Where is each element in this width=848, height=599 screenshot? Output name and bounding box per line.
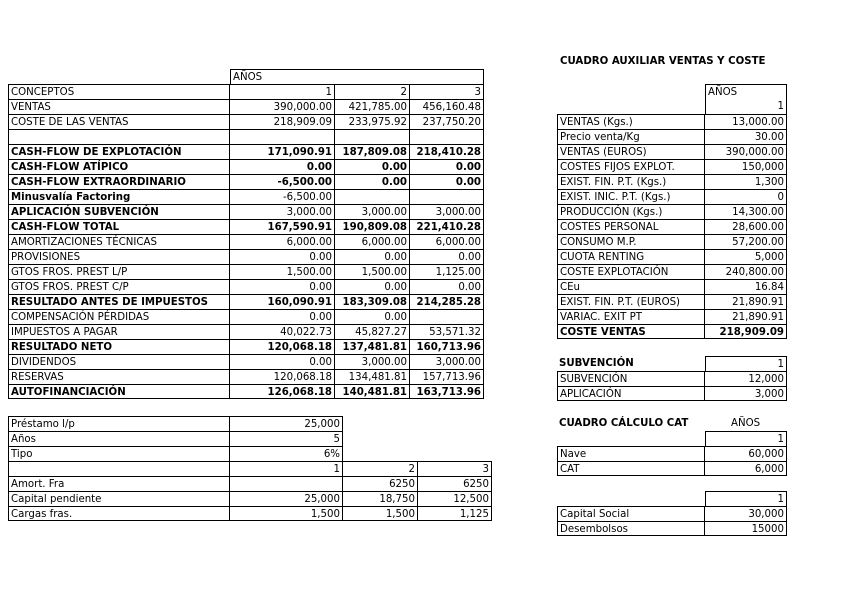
table-row [8, 279, 484, 294]
row-value: 183,309.08 [335, 294, 410, 309]
aux-row [557, 204, 787, 219]
row-value: 3,000.00 [410, 354, 484, 369]
aux-value: 1,300 [705, 174, 787, 189]
row-label: CASH-FLOW ATÍPICO [8, 159, 230, 174]
aux-row [557, 189, 787, 204]
loan-value [230, 476, 343, 491]
row-label: CASH-FLOW EXTRAORDINARIO [8, 174, 230, 189]
row-label: APLICACIÓN SUBVENCIÓN [8, 204, 230, 219]
loan-value: 12,500 [418, 491, 492, 506]
row-value [335, 129, 410, 144]
subv-value: 3,000 [705, 386, 787, 401]
cat-year1: 1 [705, 431, 787, 446]
row-value: 3,000.00 [335, 204, 410, 219]
row-label: RESULTADO ANTES DE IMPUESTOS [8, 294, 230, 309]
loan-row [8, 416, 492, 431]
table-row [8, 339, 484, 354]
subv-label: APLICACIÓN [557, 386, 705, 401]
table-row [8, 174, 484, 189]
cat-row [557, 461, 787, 476]
aux-row [557, 219, 787, 234]
aux-value: 28,600.00 [705, 219, 787, 234]
aux-value: 13,000.00 [705, 114, 787, 129]
row-value: 6,000.00 [335, 234, 410, 249]
capital-table [557, 491, 787, 537]
row-value: 137,481.81 [335, 339, 410, 354]
table-row [8, 99, 484, 114]
row-value: 134,481.81 [335, 369, 410, 384]
subv-row [557, 386, 787, 401]
loan-value: 5 [230, 431, 343, 446]
row-value: 157,713.96 [410, 369, 484, 384]
aux-label: EXIST. FIN. P.T. (Kgs.) [557, 174, 705, 189]
loan-label [8, 461, 230, 476]
row-value [410, 129, 484, 144]
table-row [8, 114, 484, 129]
loan-value: 1 [230, 461, 343, 476]
cat-year1-row [557, 431, 787, 446]
row-value: 120,068.18 [230, 369, 335, 384]
loan-value: 6250 [418, 476, 492, 491]
table-row [8, 384, 484, 399]
aux-label: CONSUMO M.P. [557, 234, 705, 249]
capital-value: 30,000 [705, 506, 787, 521]
loan-value: 1,500 [230, 506, 343, 521]
row-value: 421,785.00 [335, 99, 410, 114]
loan-label: Cargas fras. [8, 506, 230, 521]
loan-row [8, 491, 492, 506]
table-row [8, 129, 484, 144]
table-row [8, 294, 484, 309]
row-label: COMPENSACIÓN PÉRDIDAS [8, 309, 230, 324]
aux-years-row [557, 84, 787, 99]
table-row [8, 264, 484, 279]
loan-value [343, 416, 418, 431]
capital-value: 15000 [705, 521, 787, 536]
row-label: AUTOFINANCIACIÓN [8, 384, 230, 399]
aux-value: 150,000 [705, 159, 787, 174]
subv-row [557, 371, 787, 386]
aux-row [557, 294, 787, 309]
row-label: COSTE DE LAS VENTAS [8, 114, 230, 129]
table-row [8, 204, 484, 219]
loan-row [8, 506, 492, 521]
row-label: RESERVAS [8, 369, 230, 384]
row-label: GTOS FROS. PREST L/P [8, 264, 230, 279]
row-label: CASH-FLOW TOTAL [8, 219, 230, 234]
row-value: 0.00 [230, 249, 335, 264]
aux-value: 21,890.91 [705, 309, 787, 324]
loan-value [418, 416, 492, 431]
row-label: RESULTADO NETO [8, 339, 230, 354]
row-value: 0.00 [335, 174, 410, 189]
aux-label: CEu [557, 279, 705, 294]
aux-value: 16.84 [705, 279, 787, 294]
aux-label: CUOTA RENTING [557, 249, 705, 264]
row-value: 160,090.91 [230, 294, 335, 309]
row-value: 237,750.20 [410, 114, 484, 129]
row-value [410, 309, 484, 324]
row-value: 45,827.27 [335, 324, 410, 339]
row-label: CASH-FLOW DE EXPLOTACIÓN [8, 144, 230, 159]
aux-value: 390,000.00 [705, 144, 787, 159]
row-value [335, 189, 410, 204]
aux-sales-cost-table [557, 84, 787, 342]
row-value: 171,090.91 [230, 144, 335, 159]
aux-row [557, 234, 787, 249]
row-label: CONCEPTOS [8, 84, 230, 99]
aux-value: 0 [705, 189, 787, 204]
aux-year1: 1 [705, 99, 787, 114]
row-label: IMPUESTOS A PAGAR [8, 324, 230, 339]
row-value: 3,000.00 [410, 204, 484, 219]
table-row [8, 144, 484, 159]
aux-value: 30.00 [705, 129, 787, 144]
aux-label: PRODUCCIÓN (Kgs.) [557, 204, 705, 219]
row-value: 163,713.96 [410, 384, 484, 399]
aux-label: VENTAS (Kgs.) [557, 114, 705, 129]
loan-value: 6% [230, 446, 343, 461]
aux-label: VARIAC. EXIT PT [557, 309, 705, 324]
aux-value: 5,000 [705, 249, 787, 264]
row-value: 0.00 [230, 279, 335, 294]
aux-year1-row [557, 99, 787, 114]
loan-row [8, 446, 492, 461]
row-value: 140,481.81 [335, 384, 410, 399]
aux-value: 14,300.00 [705, 204, 787, 219]
aux-label: EXIST. FIN. P.T. (EUROS) [557, 294, 705, 309]
loan-value [418, 446, 492, 461]
row-value: 3,000.00 [335, 354, 410, 369]
cat-header-row [557, 416, 787, 431]
aux-row [557, 324, 787, 339]
row-label: PROVISIONES [8, 249, 230, 264]
table-row [8, 84, 484, 99]
aux-value: 21,890.91 [705, 294, 787, 309]
row-value: 233,975.92 [335, 114, 410, 129]
row-label [8, 129, 230, 144]
row-value: 0.00 [335, 159, 410, 174]
aux-row [557, 174, 787, 189]
table-row [8, 324, 484, 339]
capital-year1: 1 [705, 491, 787, 506]
loan-label: Amort. Fra [8, 476, 230, 491]
table-row [8, 354, 484, 369]
row-value: 214,285.28 [410, 294, 484, 309]
row-value: 1 [230, 84, 335, 99]
cat-label: Nave [557, 446, 705, 461]
row-value: -6,500.00 [230, 174, 335, 189]
row-value: 6,000.00 [410, 234, 484, 249]
aux-row [557, 279, 787, 294]
loan-row [8, 461, 492, 476]
subvencion-table [557, 356, 787, 402]
loan-value: 3 [418, 461, 492, 476]
row-value: 187,809.08 [335, 144, 410, 159]
row-value [230, 129, 335, 144]
row-label: VENTAS [8, 99, 230, 114]
row-value: 0.00 [410, 159, 484, 174]
loan-value: 1,500 [343, 506, 418, 521]
row-value: 0.00 [230, 309, 335, 324]
loan-value [418, 431, 492, 446]
aux-row [557, 159, 787, 174]
aux-label: COSTE VENTAS [557, 324, 705, 339]
aux-label: COSTES FIJOS EXPLOT. [557, 159, 705, 174]
table-row [8, 249, 484, 264]
subv-year1: 1 [705, 356, 787, 371]
row-value [410, 189, 484, 204]
subv-title: SUBVENCIÓN [559, 358, 634, 369]
loan-value [343, 431, 418, 446]
loan-row [8, 476, 492, 491]
row-value: 456,160.48 [410, 99, 484, 114]
years-header: AÑOS [230, 69, 484, 84]
row-value: 221,410.28 [410, 219, 484, 234]
aux-value: 240,800.00 [705, 264, 787, 279]
row-label: AMORTIZACIONES TÉCNICAS [8, 234, 230, 249]
loan-table [8, 416, 489, 522]
subv-label: SUBVENCIÓN [557, 371, 705, 386]
row-value: 390,000.00 [230, 99, 335, 114]
table-row [8, 159, 484, 174]
row-value: 3 [410, 84, 484, 99]
aux-row [557, 144, 787, 159]
cat-table [557, 416, 787, 477]
aux-row [557, 249, 787, 264]
row-value: 160,713.96 [410, 339, 484, 354]
row-label: Minusvalía Factoring [8, 189, 230, 204]
loan-label: Préstamo l/p [8, 416, 230, 431]
row-value: 3,000.00 [230, 204, 335, 219]
loan-value: 18,750 [343, 491, 418, 506]
loan-value: 1,125 [418, 506, 492, 521]
row-value: 126,068.18 [230, 384, 335, 399]
row-value: 120,068.18 [230, 339, 335, 354]
table-row [8, 189, 484, 204]
capital-year1-row [557, 491, 787, 506]
aux-years-header: AÑOS [705, 84, 787, 99]
row-value: 0.00 [410, 249, 484, 264]
loan-value [343, 446, 418, 461]
row-value: 0.00 [335, 309, 410, 324]
row-value: 1,500.00 [335, 264, 410, 279]
row-value: 190,809.08 [335, 219, 410, 234]
cat-row [557, 446, 787, 461]
capital-label: Desembolsos [557, 521, 705, 536]
row-value: 6,000.00 [230, 234, 335, 249]
loan-value: 25,000 [230, 491, 343, 506]
row-value: 0.00 [410, 174, 484, 189]
table-row [8, 309, 484, 324]
cat-value: 60,000 [705, 446, 787, 461]
loan-label: Tipo [8, 446, 230, 461]
row-value: 53,571.32 [410, 324, 484, 339]
table-row [8, 234, 484, 249]
table-row [8, 369, 484, 384]
loan-value: 6250 [343, 476, 418, 491]
row-value: 218,410.28 [410, 144, 484, 159]
row-value: 2 [335, 84, 410, 99]
row-label: GTOS FROS. PREST C/P [8, 279, 230, 294]
loan-label: Capital pendiente [8, 491, 230, 506]
cat-title: CUADRO CÁLCULO CAT [559, 418, 689, 429]
row-value: 0.00 [230, 159, 335, 174]
row-value: 40,022.73 [230, 324, 335, 339]
table-row [8, 219, 484, 234]
row-value: 218,909.09 [230, 114, 335, 129]
years-header-row [8, 69, 484, 84]
aux-label: EXIST. INIC. P.T. (Kgs.) [557, 189, 705, 204]
loan-value: 25,000 [230, 416, 343, 431]
aux-row [557, 309, 787, 324]
loan-value: 2 [343, 461, 418, 476]
cashflow-table [8, 69, 484, 402]
row-value: 167,590.91 [230, 219, 335, 234]
loan-label: Años [8, 431, 230, 446]
cat-label: CAT [557, 461, 705, 476]
aux-row [557, 129, 787, 144]
row-value: 1,125.00 [410, 264, 484, 279]
capital-row [557, 521, 787, 536]
aux-label: COSTE EXPLOTACIÓN [557, 264, 705, 279]
subv-header-row [557, 356, 787, 371]
capital-label: Capital Social [557, 506, 705, 521]
aux-row [557, 114, 787, 129]
subv-value: 12,000 [705, 371, 787, 386]
loan-row [8, 431, 492, 446]
row-value: 0.00 [335, 249, 410, 264]
row-value: 0.00 [230, 354, 335, 369]
aux-label: VENTAS (EUROS) [557, 144, 705, 159]
row-value: 1,500.00 [230, 264, 335, 279]
aux-label: COSTES PERSONAL [557, 219, 705, 234]
row-value: -6,500.00 [230, 189, 335, 204]
aux-value: 57,200.00 [705, 234, 787, 249]
cat-value: 6,000 [705, 461, 787, 476]
row-value: 0.00 [410, 279, 484, 294]
aux-label: Precio venta/Kg [557, 129, 705, 144]
capital-row [557, 506, 787, 521]
cat-years-header: AÑOS [731, 418, 761, 429]
aux-row [557, 264, 787, 279]
aux-title: CUADRO AUXILIAR VENTAS Y COSTE [560, 56, 766, 67]
row-label: DIVIDENDOS [8, 354, 230, 369]
row-value: 0.00 [335, 279, 410, 294]
aux-value: 218,909.09 [705, 324, 787, 339]
